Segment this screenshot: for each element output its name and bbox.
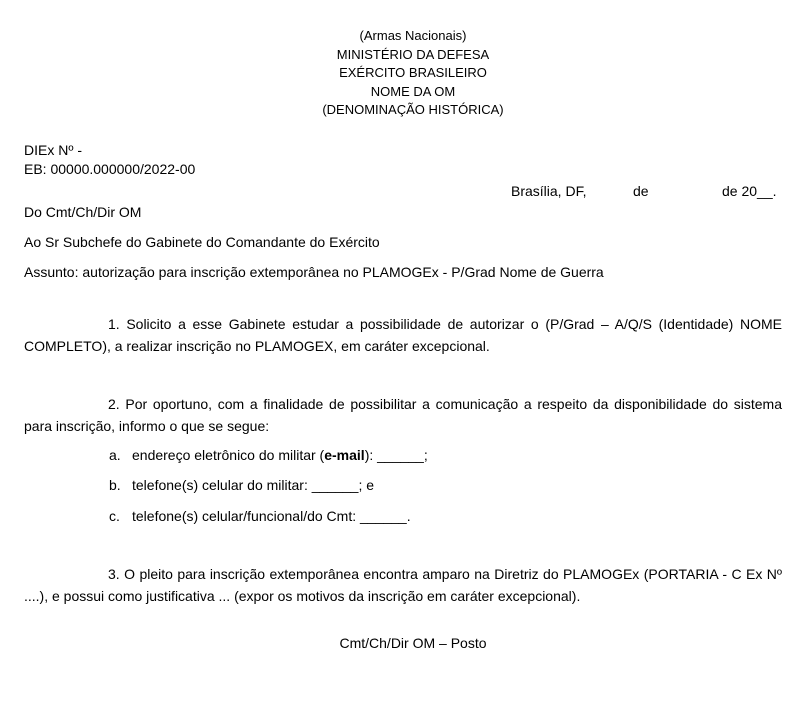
dateline-place: Brasília, DF,	[511, 183, 587, 199]
list-item-letter: b.	[109, 477, 121, 493]
om-line: NOME DA OM	[370, 83, 456, 99]
army-line: EXÉRCITO BRASILEIRO	[339, 65, 487, 80]
list-item-c	[109, 507, 411, 526]
arms-line: (Armas Nacionais)	[359, 28, 467, 43]
paragraph-3: 3. O pleito para inscrição extemporânea encontra amparo na Diretriz do PLAMOGEx (PORTARIA - C Ex Nº ....), e possui como justificativa ... (expor os motivos da inscrição em caráter excepcional).	[24, 566, 782, 604]
signature-line: Cmt/Ch/Dir OM – Posto	[339, 635, 487, 651]
list-item-a	[109, 446, 428, 465]
letterhead	[0, 27, 789, 120]
dateline-de-year: de 20__.	[722, 183, 777, 199]
ministry-line: MINISTÉRIO DA DEFESA	[336, 46, 490, 62]
list-item-letter: a.	[109, 447, 121, 463]
dateline-de-month: de	[633, 183, 649, 199]
diex-number: DIEx Nº -	[24, 142, 83, 158]
recipient-line: Ao Sr Subchefe do Gabinete do Comandante do Exército	[24, 234, 380, 250]
historic-line: (DENOMINAÇÃO HISTÓRICA)	[322, 102, 504, 117]
subject-line: Assunto: autorização para inscrição extemporânea no PLAMOGEx - P/Grad Nome de Guerra	[24, 264, 604, 280]
paragraph-2: 2. Por oportuno, com a finalidade de possibilitar a comunicação a respeito da disponibilidade do sistema para inscrição, informo o que se segue:	[24, 396, 782, 434]
list-item-letter: c.	[109, 508, 120, 524]
list-item-text-bold: e-mail	[324, 447, 365, 463]
sender-line: Do Cmt/Ch/Dir OM	[24, 204, 142, 220]
list-item-text-before: endereço eletrônico do militar (	[132, 447, 325, 463]
list-item-b	[109, 476, 374, 495]
list-item-text: telefone(s) celular/funcional/do Cmt: ______.	[132, 508, 411, 524]
list-item-text: telefone(s) celular do militar: ______; e	[132, 477, 375, 493]
list-item-text-after: ): ______;	[364, 447, 428, 463]
eb-number: EB: 00000.000000/2022-00	[24, 161, 196, 177]
paragraph-1: 1. Solicito a esse Gabinete estudar a possibilidade de autorizar o (P/Grad – A/Q/S (Identidade) NOME COMPLETO), a realizar inscrição no PLAMOGEX, em caráter excepcional.	[24, 316, 782, 354]
